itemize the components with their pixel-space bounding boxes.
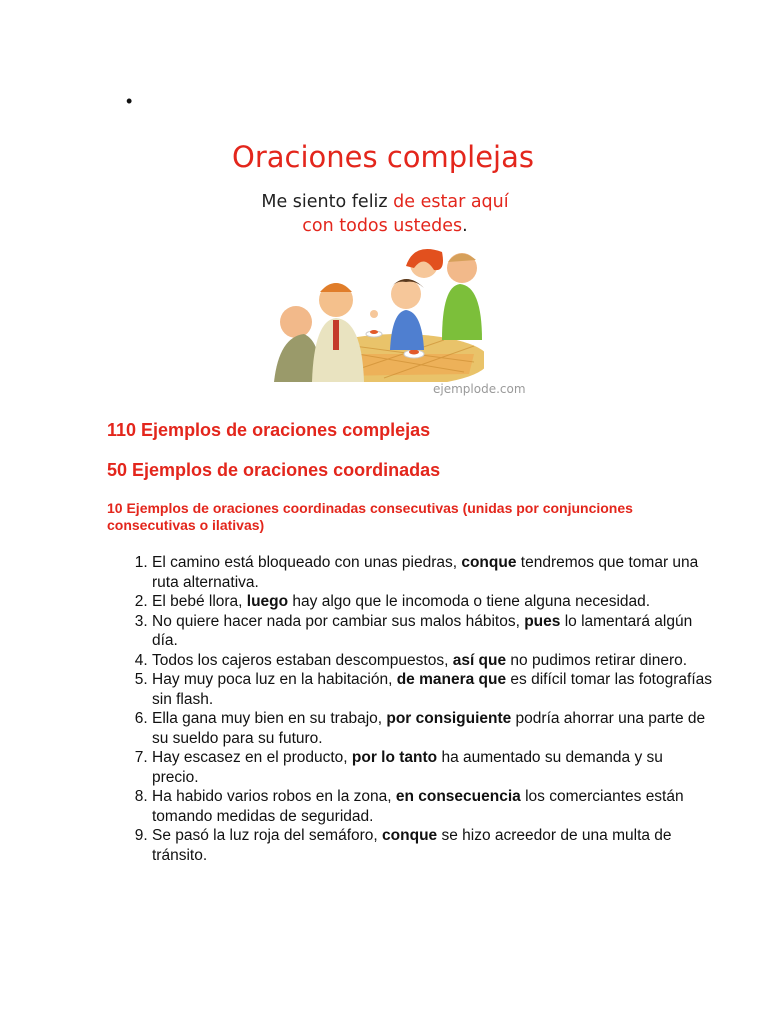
heading-50-examples: 50 Ejemplos de oraciones coordinadas: [107, 460, 441, 480]
conjunction: por lo tanto: [351, 749, 438, 766]
heading-10-examples: 10 Ejemplos de oraciones coordinadas consecutivas (unidas por conjunciones consecutivas o ilativas): [107, 500, 633, 533]
conjunction: luego: [246, 593, 289, 610]
list-item: 4. Todos los cajeros estaban descompuestos, así que no pudimos retirar dinero.: [152, 651, 712, 671]
conjunction: por consiguiente: [386, 710, 512, 727]
family-dinner-illustration: [274, 242, 484, 382]
conjunction: conque: [461, 554, 517, 571]
boy-figure: [391, 279, 421, 309]
list-item: 3. No quiere hacer nada por cambiar sus malos hábitos, pues lo lamentará algún día.: [152, 612, 712, 651]
hero-image: [230, 130, 540, 410]
list-item: 9. Se pasó la luz roja del semáforo, conque se hizo acreedor de una multa de tránsito.: [152, 826, 712, 865]
conjunction: conque: [382, 827, 438, 844]
image-credit: ejemplode.com: [433, 382, 526, 396]
hero-subtitle-line1: [230, 192, 540, 212]
hero-subtitle-period: .: [462, 216, 468, 236]
list-item: 8. Ha habido varios robos en la zona, en consecuencia los comerciantes están tomando medidas de seguridad.: [152, 787, 712, 826]
conjunction: en consecuencia: [395, 788, 521, 805]
list-item: 5. Hay muy poca luz en la habitación, de manera que es difícil tomar las fotografías sin flash.: [152, 670, 712, 709]
list-item: 7. Hay escasez en el producto, por lo tanto ha aumentado su demanda y su precio.: [152, 748, 712, 787]
hero-subtitle-highlight: de estar aquí: [393, 192, 509, 212]
hero-title: Oraciones complejas: [232, 140, 534, 174]
examples-list: [107, 553, 712, 865]
hero-subtitle-plain: Me siento feliz: [261, 192, 394, 212]
hero-subtitle-line2: [230, 216, 540, 236]
list-item: 1. El camino está bloqueado con unas piedras, conque tendremos que tomar una ruta alternativa.: [152, 553, 712, 592]
conjunction: así que: [452, 651, 507, 669]
list-item: 6. Ella gana muy bien en su trabajo, por consiguiente podría ahorrar una parte de su sueldo para su futuro.: [152, 709, 712, 748]
conjunction: pues: [524, 612, 561, 630]
list-item: 2. El bebé llora, luego hay algo que le incomoda o tiene alguna necesidad.: [152, 592, 712, 612]
grandpa-figure: [280, 306, 312, 338]
list-bullet: •: [126, 91, 133, 111]
hero-subtitle-highlight-2: con todos ustedes: [302, 216, 463, 236]
conjunction: de manera que: [396, 671, 507, 688]
heading-110-examples: 110 Ejemplos de oraciones complejas: [107, 420, 431, 440]
